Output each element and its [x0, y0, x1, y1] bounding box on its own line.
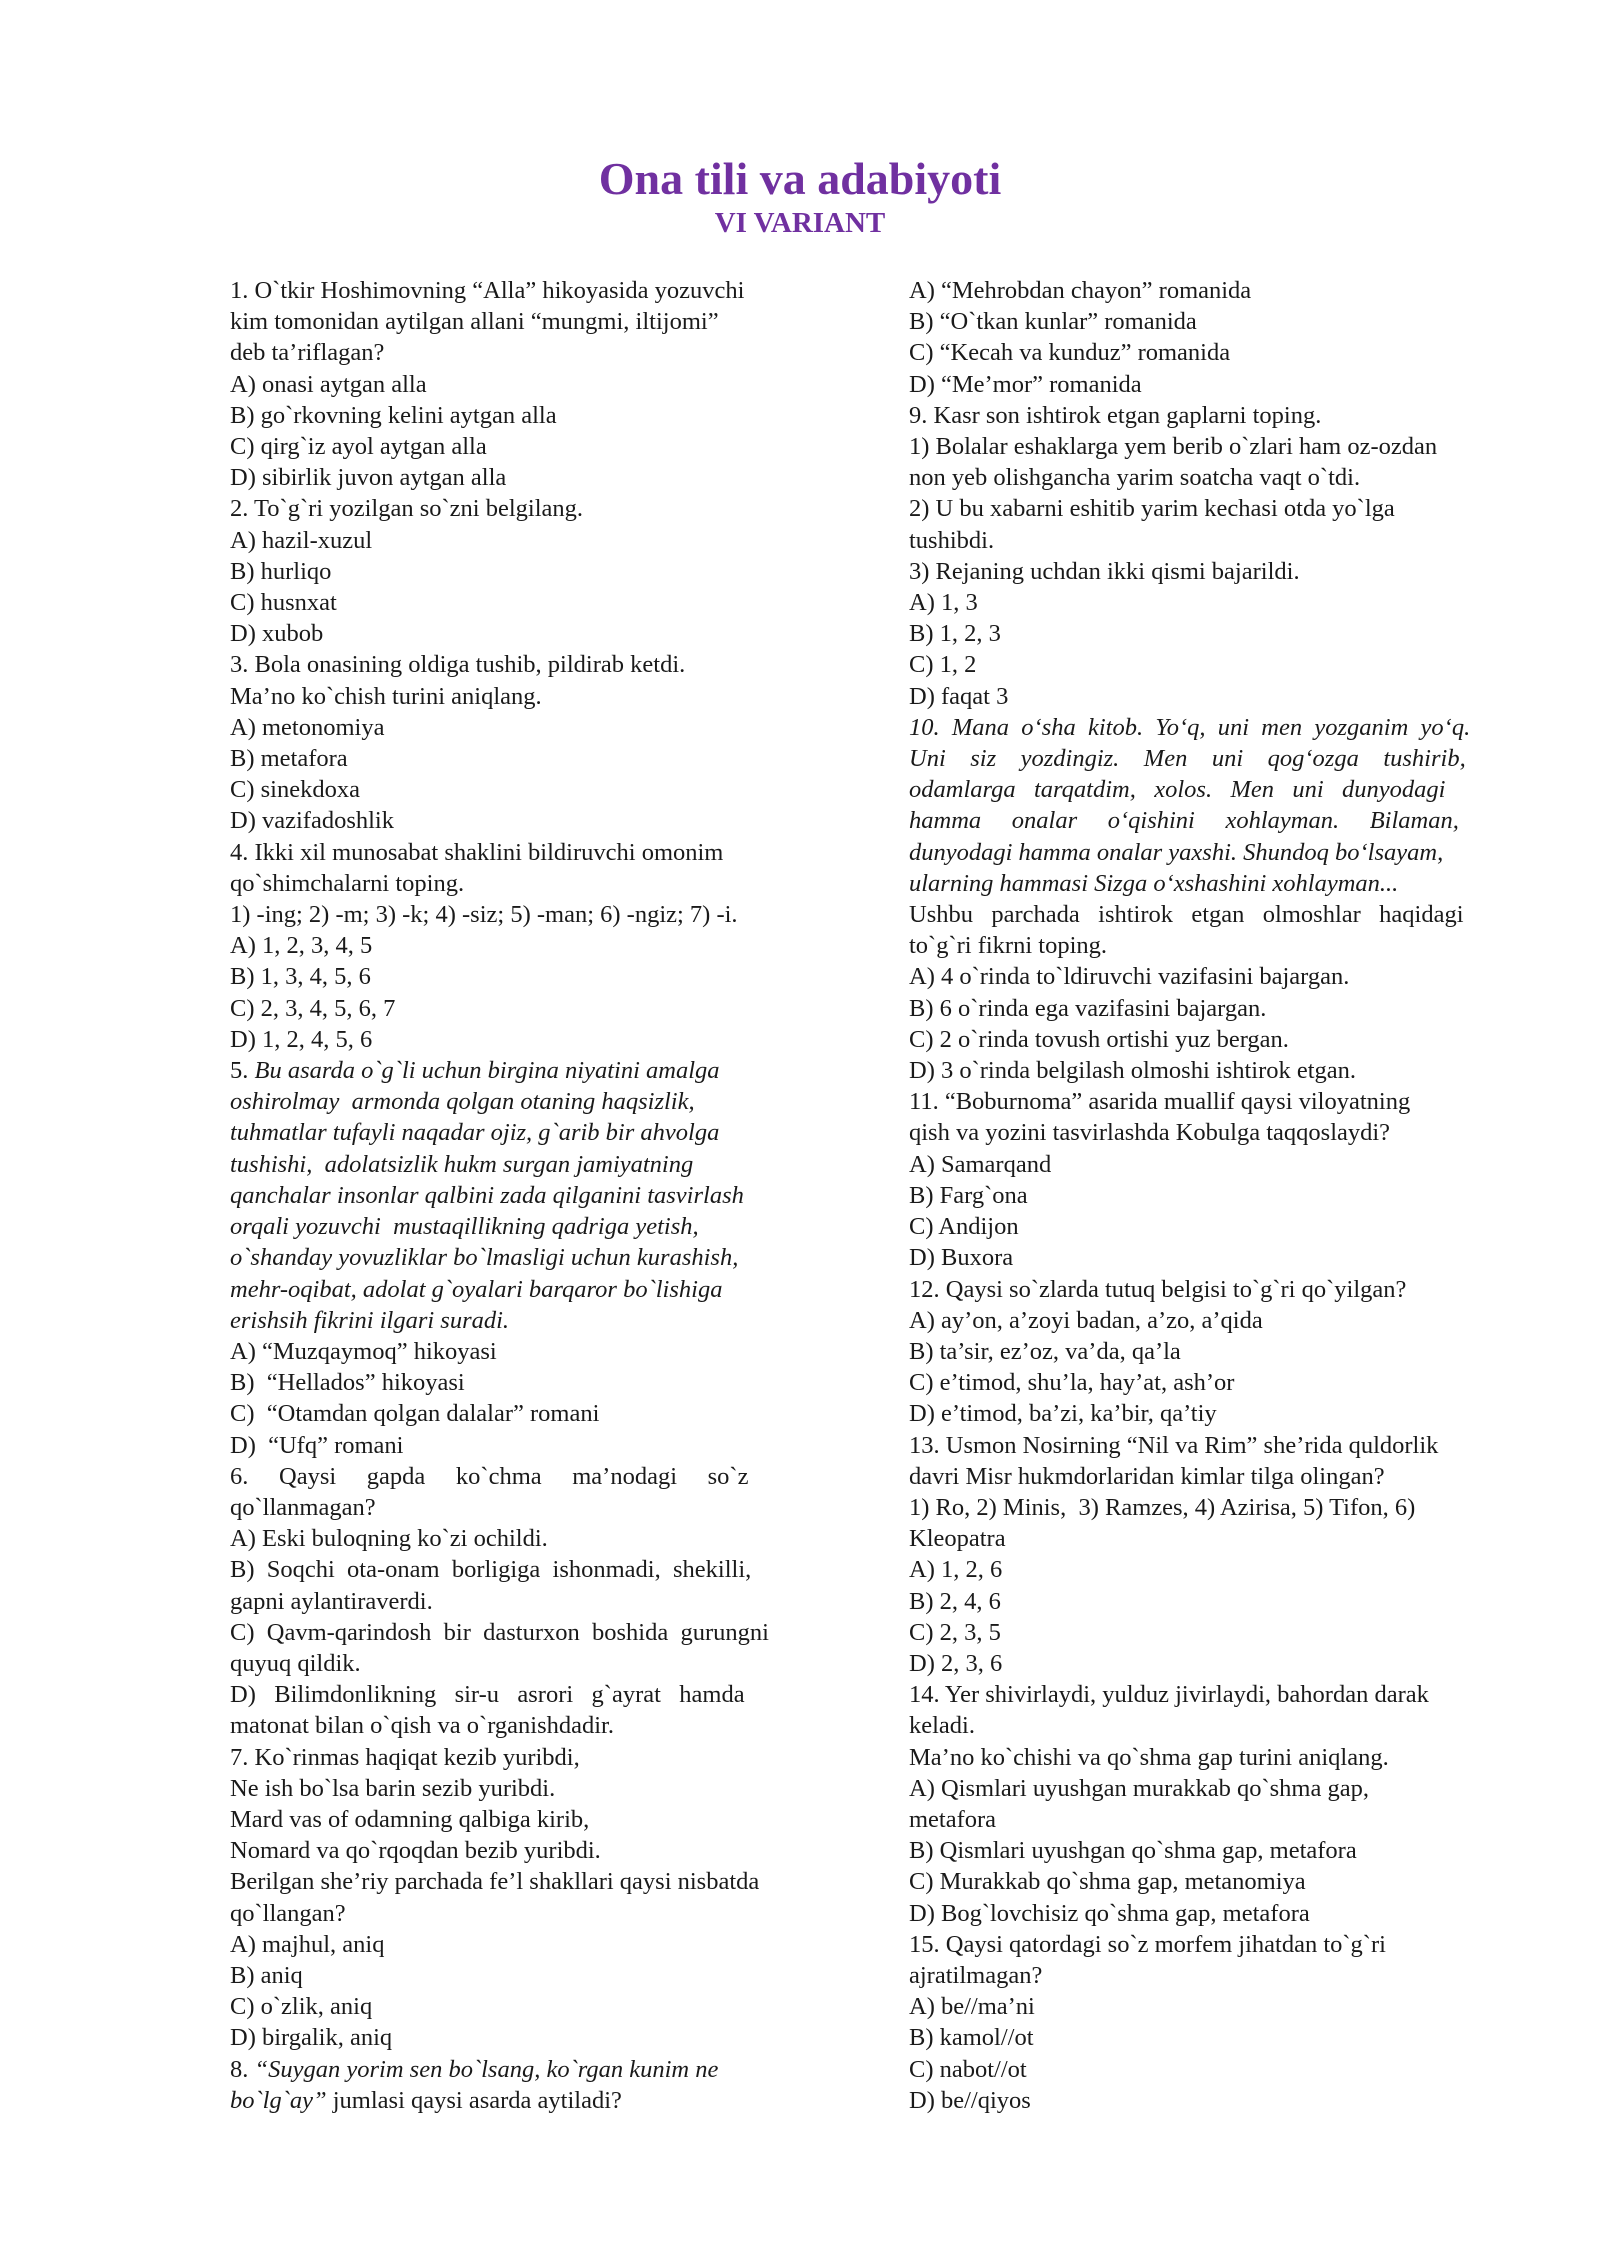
plain-text: 2. To`g`ri yozilgan so`zni belgilang. [230, 495, 584, 523]
plain-text: 13. Usmon Nosirning “Nil va Rim” she’rida quldorlik [909, 1431, 1439, 1459]
italic-text: hamma onalar o‘qishini xohlayman. Bilaman, [909, 807, 1459, 835]
text-line [909, 587, 1495, 618]
text-line [909, 961, 1495, 992]
text-line [230, 1804, 820, 1835]
text-line [230, 774, 820, 805]
text-line [230, 556, 820, 587]
italic-text: oshirolmay armonda qolgan otaning haqsizlik, [230, 1088, 695, 1116]
text-line [909, 1804, 1495, 1835]
text-line [909, 2054, 1495, 2085]
plain-text: B) 1, 2, 3 [909, 620, 1001, 648]
text-line [230, 961, 820, 992]
text-line [230, 431, 820, 462]
text-line [230, 743, 820, 774]
text-line [230, 1898, 820, 1929]
text-line [909, 1554, 1495, 1585]
text-line [909, 1336, 1495, 1367]
plain-text: qo`llanmagan? [230, 1493, 376, 1521]
text-line [909, 1523, 1495, 1554]
plain-text: B) “Hellados” hikoyasi [230, 1369, 465, 1397]
text-line [909, 1960, 1495, 1991]
right-column [909, 275, 1495, 2116]
text-line [909, 930, 1495, 961]
text-line [230, 2085, 820, 2116]
text-line [230, 1398, 820, 1429]
text-line [230, 400, 820, 431]
plain-text: qo`shimchalarni toping. [230, 869, 465, 897]
plain-text: A) “Muzqaymoq” hikoyasi [230, 1337, 497, 1365]
text-line [230, 681, 820, 712]
plain-text: B) hurliqo [230, 557, 332, 585]
plain-text: C) 2, 3, 4, 5, 6, 7 [230, 994, 396, 1022]
text-line [230, 1991, 820, 2022]
text-line [909, 1398, 1495, 1429]
plain-text: A) Samarqand [909, 1150, 1052, 1178]
plain-text: B) 1, 3, 4, 5, 6 [230, 963, 371, 991]
plain-text: B) Soqchi ota-onam borligiga ishonmadi, shekilli, [230, 1556, 752, 1584]
plain-text: metafora [909, 1805, 997, 1833]
plain-text: A) 1, 2, 3, 4, 5 [230, 932, 373, 960]
text-line [230, 712, 820, 743]
plain-text: Ma’no ko`chish turini aniqlang. [230, 682, 542, 710]
text-line [230, 525, 820, 556]
plain-text: to`g`ri fikrni toping. [909, 932, 1108, 960]
plain-text: 4. Ikki xil munosabat shaklini bildiruvchi omonim [230, 838, 724, 866]
text-line [909, 1898, 1495, 1929]
text-line [909, 1180, 1495, 1211]
plain-text: gapni aylantiraverdi. [230, 1587, 433, 1615]
plain-text: 6. Qaysi gapda ko`chma ma’nodagi so`z [230, 1462, 749, 1490]
text-line [230, 649, 820, 680]
page-header [0, 152, 1600, 240]
italic-text: erishsih fikrini ilgari suradi. [230, 1306, 510, 1334]
text-line [909, 400, 1495, 431]
text-line [230, 369, 820, 400]
plain-text: davri Misr hukmdorlaridan kimlar tilga olingan? [909, 1462, 1385, 1490]
text-line [909, 805, 1495, 836]
plain-text: 1) Ro, 2) Minis, 3) Ramzes, 4) Azirisa, 5) Tifon, 6) [909, 1493, 1416, 1521]
text-line [230, 1149, 820, 1180]
text-line [909, 1430, 1495, 1461]
text-line [909, 1773, 1495, 1804]
text-line [230, 930, 820, 961]
plain-text: B) kamol//ot [909, 2024, 1034, 2052]
text-line [230, 993, 820, 1024]
left-column [230, 275, 820, 2116]
plain-text: qish va yozini tasvirlashda Kobulga taqqoslaydi? [909, 1119, 1391, 1147]
text-line [230, 306, 820, 337]
plain-text: B) go`rkovning kelini aytgan alla [230, 401, 557, 429]
plain-text: A) Eski buloqning ko`zi ochildi. [230, 1525, 548, 1553]
text-line [909, 462, 1495, 493]
text-line [909, 337, 1495, 368]
plain-text: C) sinekdoxa [230, 776, 360, 804]
text-line [909, 1461, 1495, 1492]
text-line [230, 899, 820, 930]
text-line [230, 275, 820, 306]
plain-text: D) birgalik, aniq [230, 2024, 393, 2052]
plain-text: A) be//ma’ni [909, 1993, 1035, 2021]
plain-text: C) qirg`iz ayol aytgan alla [230, 433, 487, 461]
text-line [230, 1554, 820, 1585]
plain-text: C) o`zlik, aniq [230, 1993, 373, 2021]
text-line [230, 868, 820, 899]
plain-text: B) metafora [230, 745, 348, 773]
text-line [230, 1367, 820, 1398]
text-line [909, 1024, 1495, 1055]
text-line [909, 649, 1495, 680]
plain-text: A) onasi aytgan alla [230, 370, 427, 398]
plain-text: jumlasi qaysi asarda aytiladi? [326, 2086, 622, 2114]
text-line [230, 2054, 820, 2085]
plain-text: D) 1, 2, 4, 5, 6 [230, 1025, 373, 1053]
text-line [230, 1274, 820, 1305]
italic-text: o`shanday yovuzliklar bo`lmasligi uchun kurashish, [230, 1244, 739, 1272]
plain-text: Ushbu parchada ishtirok etgan olmoshlar haqidagi [909, 901, 1464, 929]
plain-text: C) 2, 3, 5 [909, 1618, 1001, 1646]
italic-text: bo`lg`ay” [230, 2086, 327, 2114]
text-line [909, 1929, 1495, 1960]
text-line [230, 1024, 820, 1055]
text-line [909, 1710, 1495, 1741]
plain-text: B) “O`tkan kunlar” romanida [909, 308, 1197, 336]
plain-text: C) 1, 2 [909, 651, 977, 679]
plain-text: D) Bilimdonlikning sir-u asrori g`ayrat hamda [230, 1681, 745, 1709]
text-line [230, 1866, 820, 1897]
text-line [909, 1211, 1495, 1242]
plain-text: qo`llangan? [230, 1899, 346, 1927]
text-line [909, 1367, 1495, 1398]
italic-text: tuhmatlar tufayli naqadar ojiz, g`arib bir ahvolga [230, 1119, 720, 1147]
plain-text: C) nabot//ot [909, 2055, 1027, 2083]
plain-text: D) faqat 3 [909, 682, 1009, 710]
plain-text: non yeb olishgancha yarim soatcha vaqt o`tdi. [909, 464, 1361, 492]
plain-text: A) majhul, aniq [230, 1930, 385, 1958]
text-line [909, 1274, 1495, 1305]
text-line [909, 1586, 1495, 1617]
text-line [230, 1679, 820, 1710]
text-line [230, 1211, 820, 1242]
text-line [909, 1117, 1495, 1148]
plain-text: matonat bilan o`qish va o`rganishdadir. [230, 1712, 614, 1740]
text-line [230, 1960, 820, 1991]
plain-text: Nomard va qo`rqoqdan bezib yuribdi. [230, 1837, 601, 1865]
plain-text: deb ta’riflagan? [230, 339, 385, 367]
plain-text: 15. Qaysi qatordagi so`z morfem jihatdan to`g`ri [909, 1930, 1386, 1958]
plain-text: C) Murakkab qo`shma gap, metanomiya [909, 1868, 1306, 1896]
plain-text: D) 3 o`rinda belgilash olmoshi ishtirok etgan. [909, 1057, 1357, 1085]
text-line [230, 1648, 820, 1679]
text-line [909, 1055, 1495, 1086]
plain-text: keladi. [909, 1712, 975, 1740]
plain-text: Ne ish bo`lsa barin sezib yuribdi. [230, 1774, 556, 1802]
plain-text: C) e’timod, shu’la, hay’at, ash’or [909, 1369, 1235, 1397]
text-line [230, 1180, 820, 1211]
text-line [230, 1835, 820, 1866]
plain-text: 11. “Boburnoma” asarida muallif qaysi viloyatning [909, 1088, 1411, 1116]
text-line [909, 1866, 1495, 1897]
plain-text: tushibdi. [909, 526, 995, 554]
plain-text: D) Bog`lovchisiz qo`shma gap, metafora [909, 1899, 1310, 1927]
italic-text: Bu asarda o`g`li uchun birgina niyatini amalga [254, 1057, 720, 1085]
plain-text: 1) -ing; 2) -m; 3) -k; 4) -siz; 5) -man; 6) -ngiz; 7) -i. [230, 901, 738, 929]
text-line [230, 1117, 820, 1148]
text-line [909, 743, 1495, 774]
italic-text: mehr-oqibat, adolat g`oyalari barqaror bo`lishiga [230, 1275, 723, 1303]
text-line [909, 712, 1495, 743]
text-line [909, 1242, 1495, 1273]
plain-text: A) ay’on, a’zoyi badan, a’zo, a’qida [909, 1306, 1263, 1334]
plain-text: Mard vas of odamning qalbiga kirib, [230, 1805, 590, 1833]
plain-text: C) Qavm-qarindosh bir dasturxon boshida gurungni [230, 1618, 769, 1646]
text-line [230, 618, 820, 649]
text-line [230, 1086, 820, 1117]
text-line [909, 369, 1495, 400]
text-line [230, 1055, 820, 1086]
plain-text: B) 2, 4, 6 [909, 1587, 1001, 1615]
text-line [909, 2022, 1495, 2053]
text-line [230, 1430, 820, 1461]
italic-text: dunyodagi hamma onalar yaxshi. Shundoq bo‘lsayam, [909, 838, 1444, 866]
plain-text: D) e’timod, ba’zi, ka’bir, qa’tiy [909, 1400, 1217, 1428]
plain-text: C) husnxat [230, 589, 337, 617]
plain-text: 3) Rejaning uchdan ikki qismi bajarildi. [909, 557, 1300, 585]
plain-text: kim tomonidan aytilgan allani “mungmi, iltijomi” [230, 308, 719, 336]
text-line [909, 275, 1495, 306]
text-line [230, 1586, 820, 1617]
plain-text: A) “Mehrobdan chayon” romanida [909, 277, 1252, 304]
plain-text: 5. [230, 1057, 255, 1085]
plain-text: 1. O`tkir Hoshimovning “Alla” hikoyasida yozuvchi [230, 277, 745, 304]
text-line [230, 493, 820, 524]
plain-text: C) “Otamdan qolgan dalalar” romani [230, 1400, 600, 1428]
text-line [909, 837, 1495, 868]
text-line [909, 556, 1495, 587]
text-line [909, 774, 1495, 805]
plain-text: A) metonomiya [230, 713, 385, 741]
text-line [230, 1492, 820, 1523]
text-line [230, 1336, 820, 1367]
text-line [230, 587, 820, 618]
plain-text: Berilgan she’riy parchada fe’l shakllari qaysi nisbatda [230, 1868, 760, 1896]
plain-text: C) “Kecah va kunduz” romanida [909, 339, 1231, 367]
plain-text: quyuq qildik. [230, 1649, 361, 1677]
text-line [230, 1461, 820, 1492]
text-line [230, 2022, 820, 2053]
plain-text: D) 2, 3, 6 [909, 1649, 1003, 1677]
plain-text: 3. Bola onasining oldiga tushib, pildirab ketdi. [230, 651, 686, 679]
text-line [230, 1742, 820, 1773]
plain-text: B) Farg`ona [909, 1181, 1028, 1209]
plain-text: 8. [230, 2055, 255, 2083]
plain-text: Kleopatra [909, 1525, 1006, 1553]
text-line [909, 2085, 1495, 2116]
text-line [909, 1648, 1495, 1679]
text-line [909, 681, 1495, 712]
plain-text: D) xubob [230, 620, 324, 648]
plain-text: A) 4 o`rinda to`ldiruvchi vazifasini bajargan. [909, 963, 1350, 991]
text-line [909, 868, 1495, 899]
text-line [909, 306, 1495, 337]
plain-text: A) Qismlari uyushgan murakkab qo`shma gap, [909, 1774, 1369, 1802]
text-line [909, 618, 1495, 649]
plain-text: 7. Ko`rinmas haqiqat kezib yuribdi, [230, 1743, 580, 1771]
plain-text: B) ta’sir, ez’oz, va’da, qa’la [909, 1337, 1181, 1365]
text-line [230, 1710, 820, 1741]
plain-text: B) Qismlari uyushgan qo`shma gap, metafora [909, 1837, 1357, 1865]
text-line [230, 805, 820, 836]
text-line [909, 993, 1495, 1024]
text-line [909, 1835, 1495, 1866]
text-line [230, 1523, 820, 1554]
italic-text: qanchalar insonlar qalbini zada qilganini tasvirlash [230, 1181, 744, 1209]
plain-text: 9. Kasr son ishtirok etgan gaplarni toping. [909, 401, 1322, 429]
text-line [909, 1492, 1495, 1523]
plain-text: D) be//qiyos [909, 2086, 1031, 2114]
plain-text: ajratilmagan? [909, 1961, 1043, 1989]
plain-text: 1) Bolalar eshaklarga yem berib o`zlari ham oz-ozdan [909, 433, 1438, 461]
italic-text: Uni siz yozdingiz. Men uni qog‘ozga tushirib, [909, 745, 1466, 773]
text-line [230, 337, 820, 368]
text-line [230, 837, 820, 868]
plain-text: C) 2 o`rinda tovush ortishi yuz bergan. [909, 1025, 1289, 1053]
text-line [909, 1086, 1495, 1117]
text-line [909, 1679, 1495, 1710]
plain-text: D) vazifadoshlik [230, 807, 394, 835]
page-title: Ona tili va adabiyoti [598, 153, 1002, 204]
plain-text: C) Andijon [909, 1213, 1019, 1241]
page-subtitle: VI VARIANT [714, 207, 886, 239]
plain-text: 14. Yer shivirlaydi, yulduz jivirlaydi, bahordan darak [909, 1681, 1429, 1709]
plain-text: A) hazil-xuzul [230, 526, 373, 554]
text-line [909, 1742, 1495, 1773]
plain-text: 2) U bu xabarni eshitib yarim kechasi otda yo`lga [909, 495, 1395, 523]
plain-text: D) “Me’mor” romanida [909, 370, 1142, 398]
text-line [909, 431, 1495, 462]
text-line [909, 899, 1495, 930]
italic-text: “Suygan yorim sen bo`lsang, ko`rgan kunim ne [254, 2055, 719, 2083]
plain-text: A) 1, 2, 6 [909, 1556, 1003, 1584]
plain-text: D) “Ufq” romani [230, 1431, 404, 1459]
italic-text: ularning hammasi Sizga o‘xshashini xohlayman... [909, 869, 1399, 897]
text-line [909, 493, 1495, 524]
text-line [230, 1773, 820, 1804]
italic-text: 10. Mana o‘sha kitob. Yo‘q, uni men yozganim yo‘q. [909, 713, 1471, 741]
plain-text: B) 6 o`rinda ega vazifasini bajargan. [909, 994, 1267, 1022]
plain-text: D) Buxora [909, 1244, 1014, 1272]
text-line [909, 525, 1495, 556]
plain-text: 12. Qaysi so`zlarda tutuq belgisi to`g`ri qo`yilgan? [909, 1275, 1407, 1303]
plain-text: B) aniq [230, 1961, 303, 1989]
text-line [909, 1991, 1495, 2022]
text-line [230, 1617, 820, 1648]
text-line [230, 1242, 820, 1273]
text-line [909, 1305, 1495, 1336]
text-line [230, 1929, 820, 1960]
italic-text: tushishi, adolatsizlik hukm surgan jamiyatning [230, 1150, 694, 1178]
plain-text: D) sibirlik juvon aytgan alla [230, 464, 507, 492]
plain-text: Ma’no ko`chishi va qo`shma gap turini aniqlang. [909, 1743, 1389, 1771]
text-line [909, 1149, 1495, 1180]
italic-text: orqali yozuvchi mustaqillikning qadriga yetish, [230, 1213, 699, 1241]
text-line [909, 1617, 1495, 1648]
text-line [230, 1305, 820, 1336]
plain-text: A) 1, 3 [909, 589, 978, 617]
italic-text: odamlarga tarqatdim, xolos. Men uni dunyodagi [909, 776, 1446, 804]
text-line [230, 462, 820, 493]
